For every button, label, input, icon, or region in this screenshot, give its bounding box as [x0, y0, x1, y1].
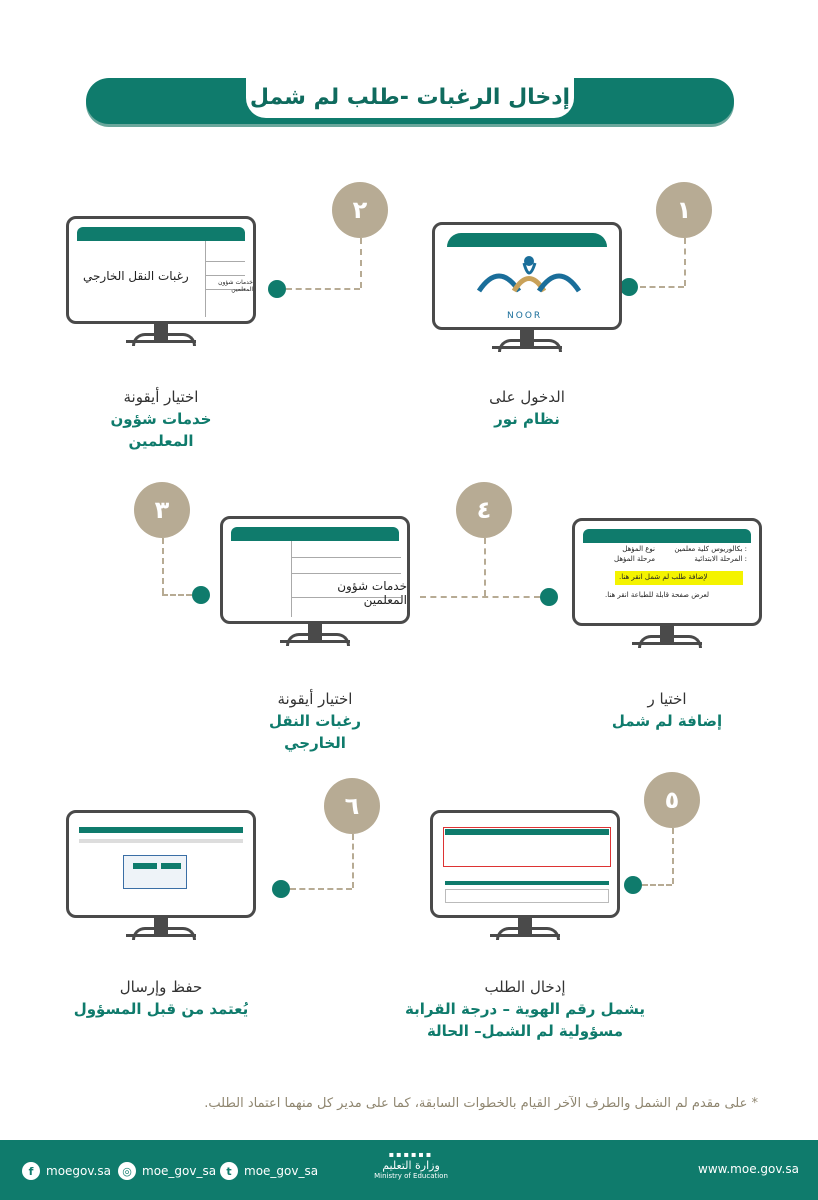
twitter-icon: t	[220, 1162, 238, 1180]
instagram-icon: ◎	[118, 1162, 136, 1180]
title-bar	[86, 78, 734, 124]
screen	[432, 222, 622, 330]
screen	[66, 216, 256, 324]
step-dot	[272, 880, 290, 898]
step-badge-6: ٦	[324, 778, 380, 834]
screen	[572, 518, 762, 626]
connector	[484, 538, 486, 596]
step-badge-5: ٥	[644, 772, 700, 828]
step-2-line3: المعلمين	[128, 432, 194, 450]
step-dot	[192, 586, 210, 604]
instagram-handle: moe_gov_sa	[142, 1164, 217, 1178]
step-label-2	[66, 386, 256, 452]
monitor-step-4	[572, 518, 762, 668]
step-2-line2: خدمات شؤون	[110, 410, 212, 428]
step-1-line2: نظام نور	[494, 410, 560, 428]
facebook-link[interactable]	[22, 1162, 111, 1180]
step-badge-3: ٣	[134, 482, 190, 538]
step-6-line2: يُعتمد من قبل المسؤول	[73, 1000, 249, 1018]
monitor-step-6	[66, 810, 256, 960]
connector	[162, 538, 164, 594]
step-label-1	[432, 386, 622, 430]
screen-4-row1-value: : بكالوريوس كلية معلمين	[674, 545, 747, 553]
screen	[66, 810, 256, 918]
website-link[interactable]: www.moe.gov.sa	[698, 1162, 799, 1176]
step-4-line2: إضافة لم شمل	[611, 712, 723, 730]
step-6-line1: حفظ وإرسال	[119, 978, 203, 996]
screen-4-row2-value: : المرحلة الابتدائية	[694, 555, 747, 563]
step-label-5	[388, 976, 662, 1042]
step-2-line1: اختيار أيقونة	[123, 388, 199, 406]
connector	[684, 238, 686, 286]
connector	[162, 594, 192, 596]
connector	[642, 884, 672, 886]
step-badge-1: ١	[656, 182, 712, 238]
connector	[290, 888, 352, 890]
monitor-step-5	[430, 810, 620, 960]
facebook-handle: moegov.sa	[46, 1164, 111, 1178]
step-5-line1: إدخال الطلب	[484, 978, 566, 996]
step-3-line1: اختيار أيقونة	[277, 690, 353, 708]
step-4-line1: اختيا ر	[647, 690, 687, 708]
monitor-step-2	[66, 216, 256, 366]
ministry-logo	[356, 1150, 466, 1180]
connector	[360, 238, 362, 288]
noor-logo-text: NOOR	[507, 311, 543, 321]
screen	[430, 810, 620, 918]
footnote: * على مقدم لم الشمل والطرف الآخر القيام بالخطوات السابقة، كما على مدير كل منهما اعتماد الطلب.	[204, 1096, 758, 1111]
connector	[672, 828, 674, 884]
screen-2-text: رغبات النقل الخارجي	[83, 269, 189, 283]
monitor-step-1	[432, 222, 622, 372]
step-label-3	[220, 688, 410, 754]
step-3-line3: الخارجي	[284, 734, 346, 752]
step-5-line2: يشمل رقم الهوية – درجة القرابة	[405, 1000, 645, 1018]
ministry-dots-icon: ▪▪▪▪▪▪	[388, 1150, 434, 1159]
screen-4-row2-label: مرحلة المؤهل	[614, 555, 655, 563]
facebook-icon: f	[22, 1162, 40, 1180]
instagram-link[interactable]	[118, 1162, 216, 1180]
screen-4-row1-label: نوع المؤهل	[622, 545, 655, 553]
page-title: إدخال الرغبات -طلب لم شمل	[246, 76, 574, 118]
screen-4-add-link[interactable]: لإضافة طلب لم شمل انقر هنا.	[619, 573, 708, 581]
step-label-4	[572, 688, 762, 732]
ministry-name-en: Ministry of Education	[374, 1172, 448, 1180]
connector	[286, 288, 360, 290]
step-dot	[540, 588, 558, 606]
screen	[220, 516, 410, 624]
screen-2-small: خدمات شؤون المعلمين	[218, 279, 253, 293]
monitor-step-3	[220, 516, 410, 666]
screen-3-text: خدمات شؤون المعلمين	[337, 579, 407, 607]
connector	[640, 286, 684, 288]
step-dot	[268, 280, 286, 298]
step-5-line3: مسؤولية لم الشمل– الحالة	[426, 1022, 624, 1040]
connector	[420, 596, 540, 598]
step-1-line1: الدخول على	[489, 388, 565, 406]
ministry-name-ar: وزارة التعليم	[382, 1159, 440, 1172]
twitter-handle: moe_gov_sa	[244, 1164, 319, 1178]
step-3-line2: رغبات النقل	[268, 712, 361, 730]
footer	[0, 1140, 818, 1200]
step-label-6	[46, 976, 276, 1020]
step-badge-2: ٢	[332, 182, 388, 238]
step-badge-4: ٤	[456, 482, 512, 538]
step-dot	[624, 876, 642, 894]
screen-4-print-link[interactable]: لعرض صفحة قابلة للطباعة انقر هنا.	[605, 591, 710, 599]
connector	[352, 834, 354, 888]
step-dot	[620, 278, 638, 296]
twitter-link[interactable]	[220, 1162, 318, 1180]
